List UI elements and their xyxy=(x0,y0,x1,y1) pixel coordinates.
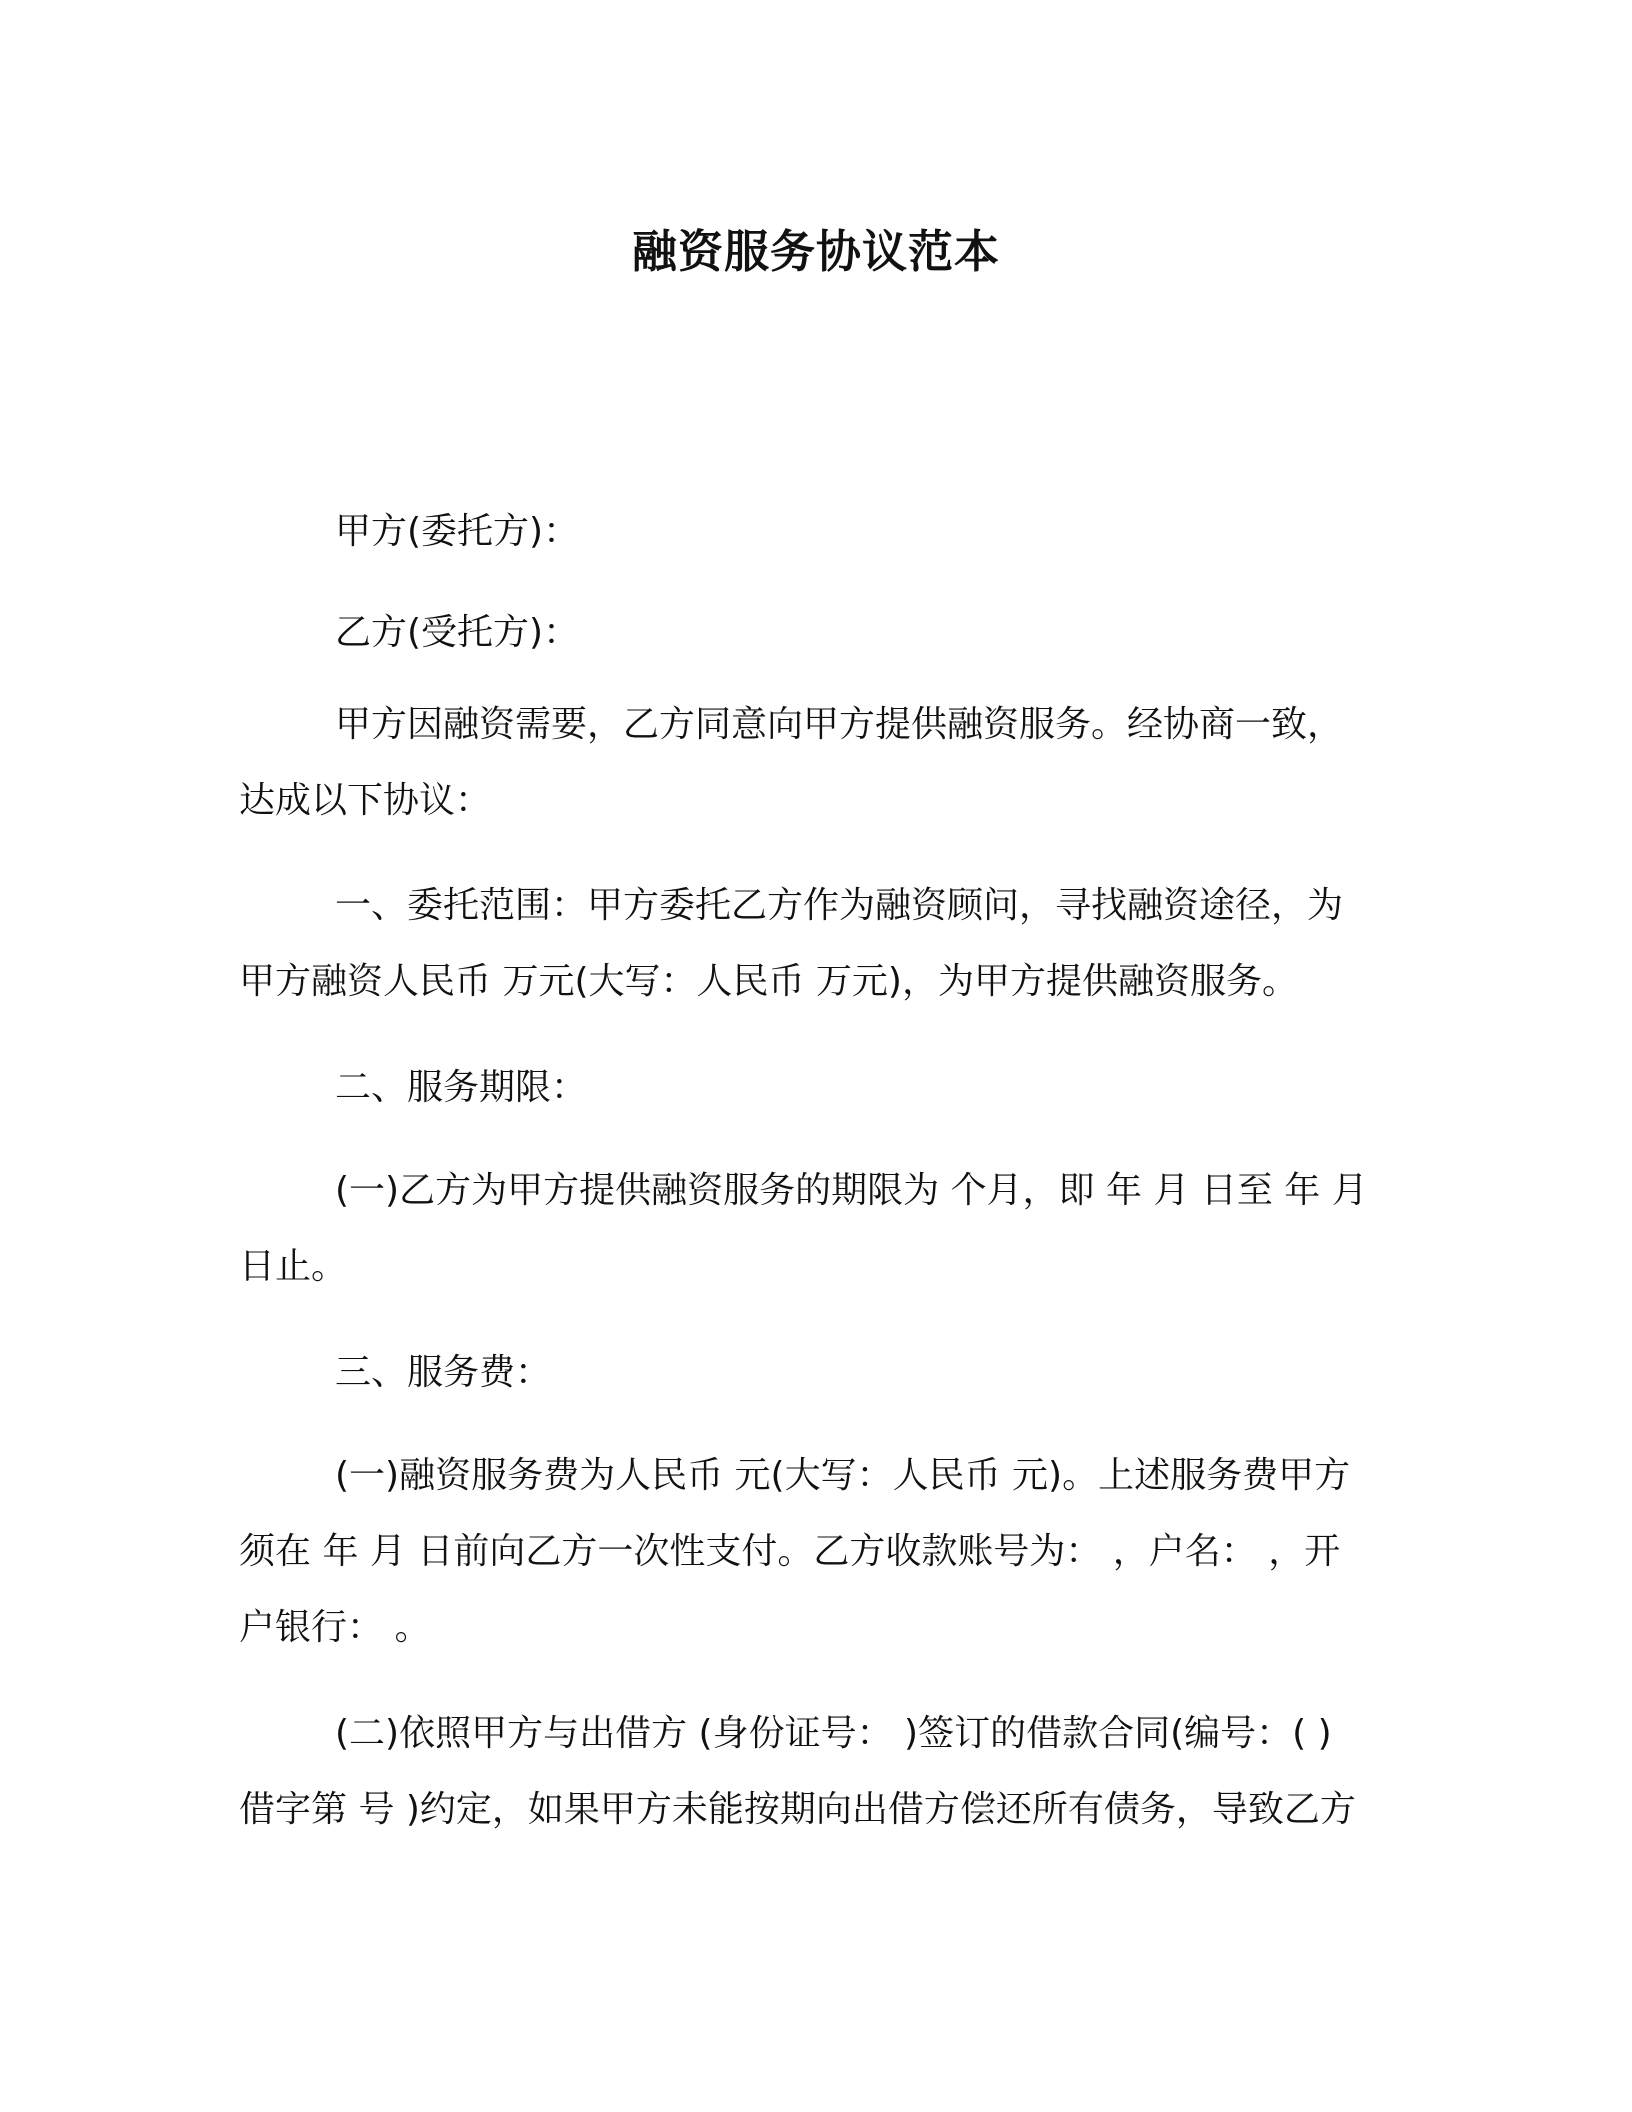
paragraph-section-3-1 xyxy=(239,1438,1379,1666)
paragraph-line: 甲方(委托方)： xyxy=(335,511,580,552)
paragraph-line: 甲方融资人民币 万元(大写：人民币 万元)，为甲方提供融资服务。 xyxy=(239,961,1298,1002)
paragraph-line: 借字第 号 )约定，如果甲方未能按期向出借方偿还所有债务，导致乙方 xyxy=(239,1789,1356,1830)
paragraph-line: 户银行： 。 xyxy=(239,1607,431,1648)
document-title: 融资服务协议范本 xyxy=(631,225,1000,278)
paragraph-line: 三、服务费： xyxy=(335,1352,552,1393)
paragraph-section-3-2 xyxy=(239,1696,1379,1848)
paragraph-section-2-1 xyxy=(239,1153,1379,1305)
paragraph-section-3-heading xyxy=(239,1335,1379,1411)
paragraph-line: (一)融资服务费为人民币 元(大写：人民币 元)。上述服务费甲方 xyxy=(335,1455,1351,1496)
paragraph-line: (一)乙方为甲方提供融资服务的期限为 个月，即 年 月 日至 年 月 xyxy=(335,1170,1368,1211)
paragraph-line: 乙方(受托方)： xyxy=(335,612,580,653)
paragraph-line: (二)依照甲方与出借方 (身份证号： )签订的借款合同(编号：( ) xyxy=(335,1713,1332,1754)
paragraph-section-1 xyxy=(239,868,1379,1020)
paragraph-line: 甲方因融资需要，乙方同意向甲方提供融资服务。经协商一致， xyxy=(335,704,1344,745)
paragraph-line: 一、委托范围：甲方委托乙方作为融资顾问，寻找融资途径，为 xyxy=(335,885,1344,926)
paragraph-preamble xyxy=(239,687,1379,839)
paragraph-line: 日止。 xyxy=(239,1246,348,1287)
paragraph-party-a xyxy=(239,494,1379,570)
paragraph-line: 须在 年 月 日前向乙方一次性支付。乙方收款账号为： ，户名： ，开 xyxy=(239,1531,1341,1572)
paragraph-line: 达成以下协议： xyxy=(239,780,492,821)
paragraph-party-b xyxy=(239,595,1379,671)
paragraph-line: 二、服务期限： xyxy=(335,1067,588,1108)
paragraph-section-2-heading xyxy=(239,1050,1379,1126)
